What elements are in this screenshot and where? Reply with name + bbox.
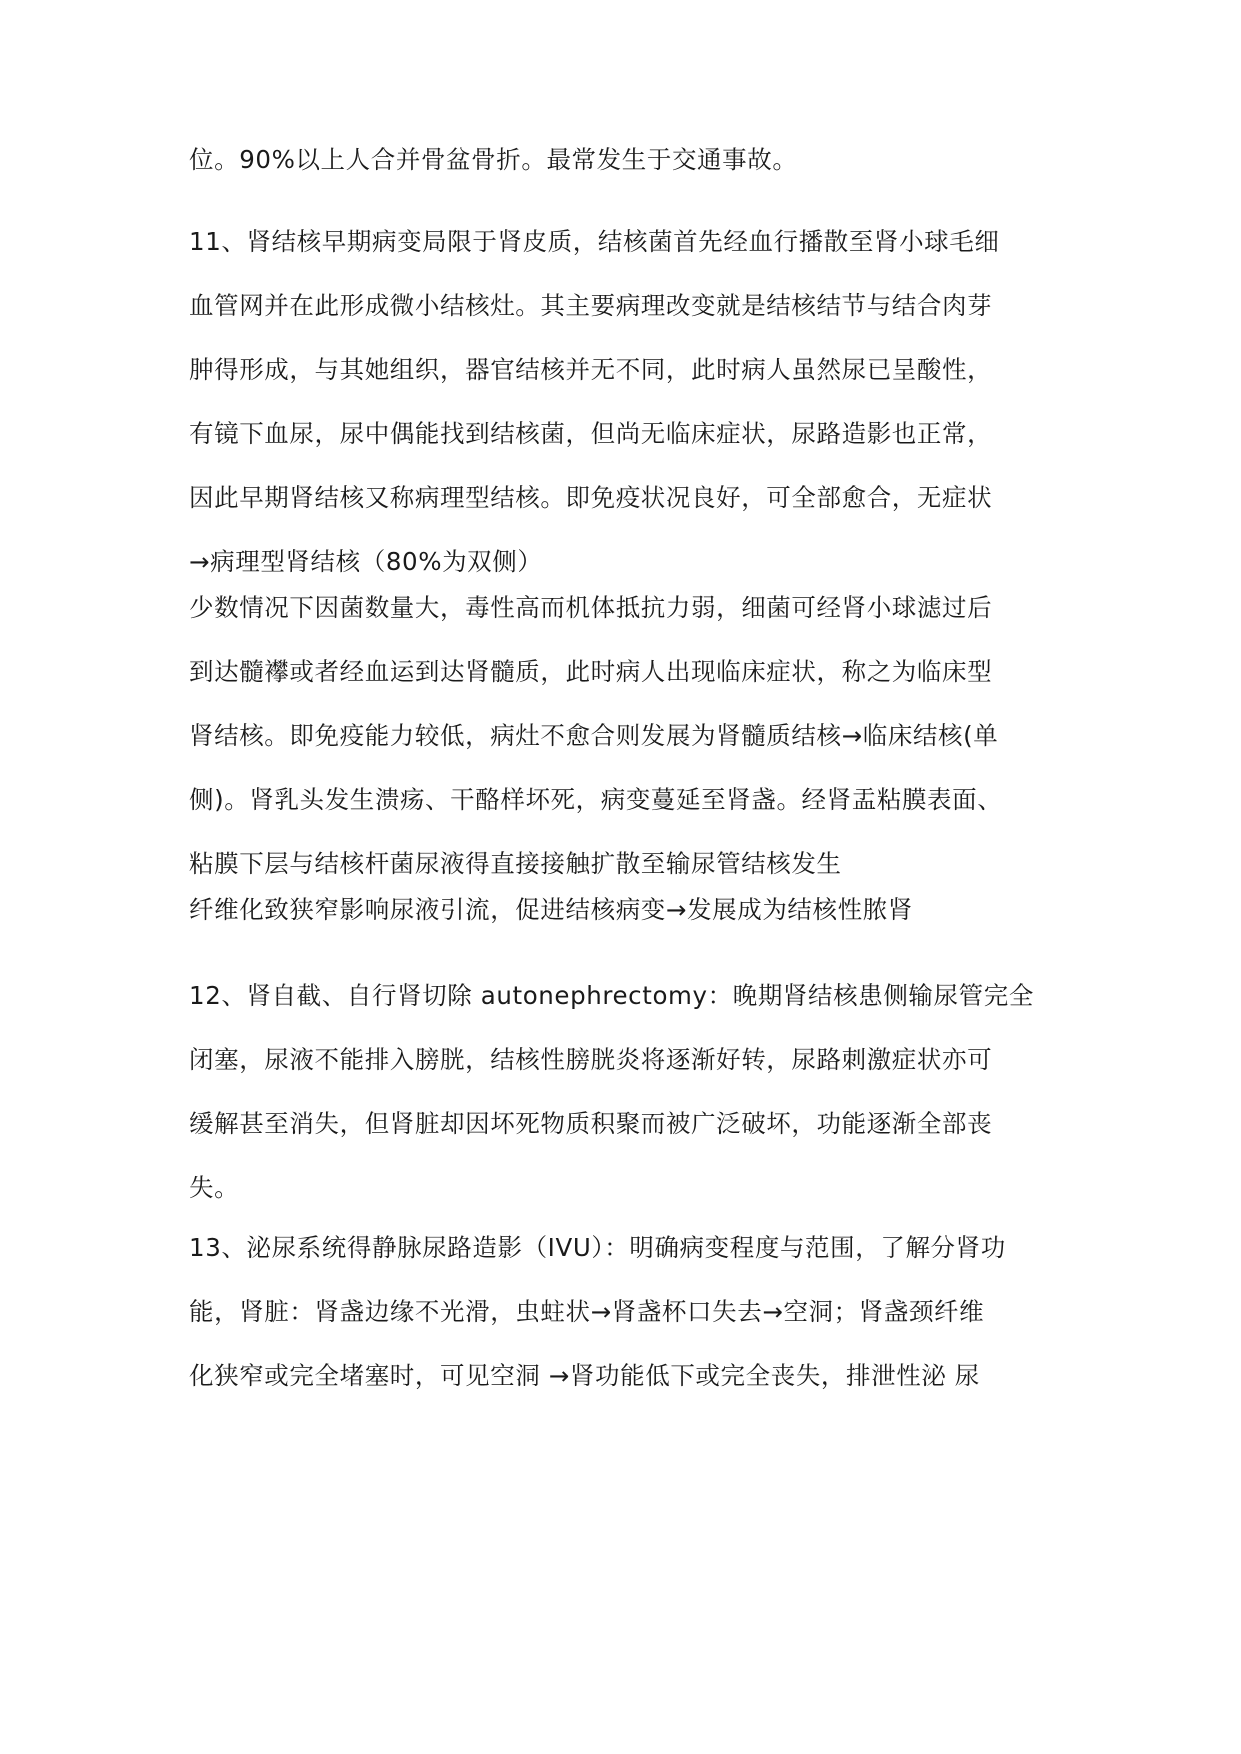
text-line: 血管网并在此形成微小结核灶。其主要病理改变就是结核结节与结合肉芽 <box>189 291 993 320</box>
text-line: 失。 <box>189 1173 240 1202</box>
text-line: →病理型肾结核（80%为双侧） <box>189 547 543 576</box>
text-line: 闭塞，尿液不能排入膀胱，结核性膀胱炎将逐渐好转，尿路刺激症状亦可 <box>189 1045 993 1074</box>
paragraph-item-12 <box>189 964 1069 1220</box>
text-line: 缓解甚至消失，但肾脏却因坏死物质积聚而被广泛破坏，功能逐渐全部丧 <box>189 1109 993 1138</box>
text-line: 侧)。肾乳头发生溃疡、干酪样坏死，病变蔓延至肾盏。经肾盂粘膜表面、 <box>189 785 1003 814</box>
text-line: 因此早期肾结核又称病理型结核。即免疫状况良好，可全部愈合，无症状 <box>189 483 993 512</box>
paragraph-fibrosis <box>189 878 1069 942</box>
paragraph-item-13 <box>189 1216 1069 1408</box>
text-line: 肿得形成，与其她组织，器官结核并无不同，此时病人虽然尿已呈酸性， <box>189 355 993 384</box>
text-line: 11、肾结核早期病变局限于肾皮质，结核菌首先经血行播散至肾小球毛细 <box>189 227 1000 256</box>
paragraph-item-11 <box>189 210 1069 594</box>
paragraph-continuation <box>189 128 1069 192</box>
text-line: 位。90%以上人合并骨盆骨折。最常发生于交通事故。 <box>189 145 798 174</box>
text-line: 有镜下血尿，尿中偶能找到结核菌，但尚无临床症状，尿路造影也正常， <box>189 419 993 448</box>
text-line: 到达髓襻或者经血运到达肾髓质，此时病人出现临床症状，称之为临床型 <box>189 657 993 686</box>
text-line: 能，肾脏：肾盏边缘不光滑，虫蛀状→肾盏杯口失去→空洞；肾盏颈纤维 <box>189 1297 985 1326</box>
text-line: 化狭窄或完全堵塞时，可见空洞 →肾功能低下或完全丧失，排泄性泌 尿 <box>189 1361 980 1390</box>
text-line: 粘膜下层与结核杆菌尿液得直接接触扩散至输尿管结核发生 <box>189 849 842 878</box>
text-line: 纤维化致狭窄影响尿液引流，促进结核病变→发展成为结核性脓肾 <box>189 895 913 924</box>
paragraph-clinical-tb <box>189 576 1069 896</box>
text-line: 12、肾自截、自行肾切除 autonephrectomy：晚期肾结核患侧输尿管完全 <box>189 981 1034 1010</box>
text-line: 少数情况下因菌数量大，毒性高而机体抵抗力弱，细菌可经肾小球滤过后 <box>189 593 993 622</box>
text-line: 肾结核。即免疫能力较低，病灶不愈合则发展为肾髓质结核→临床结核(单 <box>189 721 999 750</box>
text-line: 13、泌尿系统得静脉尿路造影（IVU）：明确病变程度与范围，了解分肾功 <box>189 1233 1006 1262</box>
